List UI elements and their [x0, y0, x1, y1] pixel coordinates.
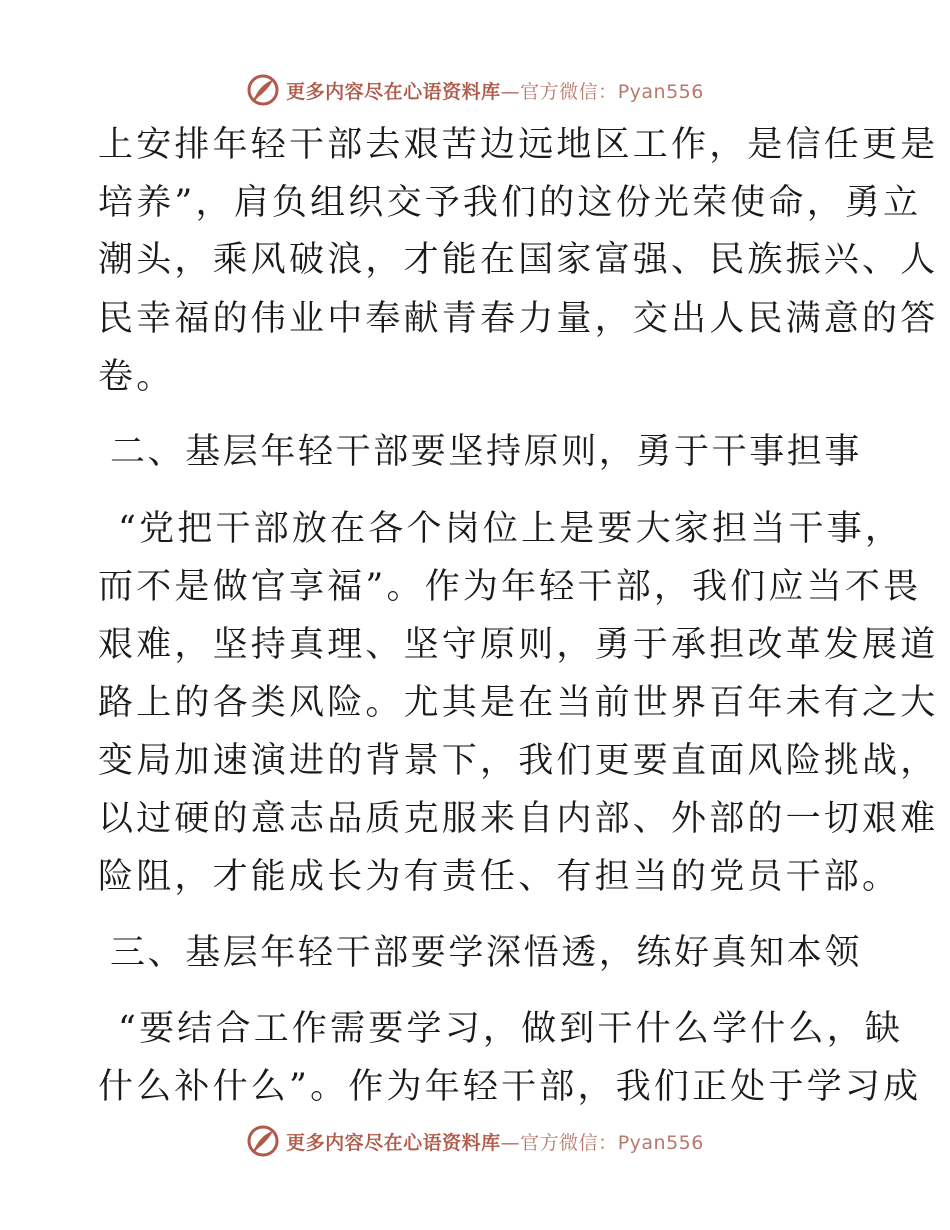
paragraph-line: “要结合工作需要学习，做到干什么学什么，缺 — [118, 1009, 904, 1049]
watermark-separator: — — [500, 80, 521, 103]
paragraph-line: 艰难，坚持真理、坚守原则，勇于承担改革发展道 — [98, 625, 939, 665]
paragraph-line: 险阻，才能成长为有责任、有担当的党员干部。 — [98, 857, 901, 897]
paragraph-line: 什么补什么”。作为年轻干部，我们正处于学习成 — [98, 1067, 922, 1107]
paragraph-line: 潮头，乘风破浪，才能在国家富强、民族振兴、人 — [98, 240, 939, 280]
footer-watermark — [0, 1121, 950, 1161]
paragraph-line: 变局加速演进的背景下，我们更要直面风险挑战， — [98, 741, 939, 781]
paragraph-line: 以过硬的意志品质克服来自内部、外部的一切艰难 — [98, 799, 939, 839]
watermark-text — [286, 1128, 704, 1155]
paragraph-line: 培养”，肩负组织交予我们的这份光荣使命，勇立 — [98, 183, 922, 223]
paragraph-line: 路上的各类风险。尤其是在当前世界百年未有之大 — [98, 683, 939, 723]
paragraph-line: 上安排年轻干部去艰苦边远地区工作，是信任更是 — [98, 125, 939, 165]
watermark-wechat-label: 官方微信： — [520, 80, 618, 103]
watermark-brand: 更多内容尽在心语资料库 — [286, 1131, 501, 1154]
watermark-wechat-label: 官方微信： — [520, 1131, 618, 1154]
paragraph-line: “党把干部放在各个岗位上是要大家担当干事， — [118, 509, 904, 549]
paragraph-line: 民幸福的伟业中奉献青春力量，交出人民满意的答 — [98, 299, 939, 339]
watermark-wechat-id: Pyan556 — [617, 1131, 704, 1154]
paragraph-line: 卷。 — [98, 357, 175, 397]
paragraph-line: 而不是做官享福”。作为年轻干部，我们应当不畏 — [98, 567, 922, 607]
feather-pen-logo-icon — [246, 1124, 280, 1158]
watermark-separator: — — [500, 1131, 521, 1154]
watermark-brand: 更多内容尽在心语资料库 — [286, 80, 501, 103]
section-heading-2: 二、基层年轻干部要坚持原则，勇于干事担事 — [110, 432, 863, 472]
section-heading-3: 三、基层年轻干部要学深悟透，练好真知本领 — [110, 933, 863, 973]
watermark-wechat-id: Pyan556 — [617, 80, 704, 103]
